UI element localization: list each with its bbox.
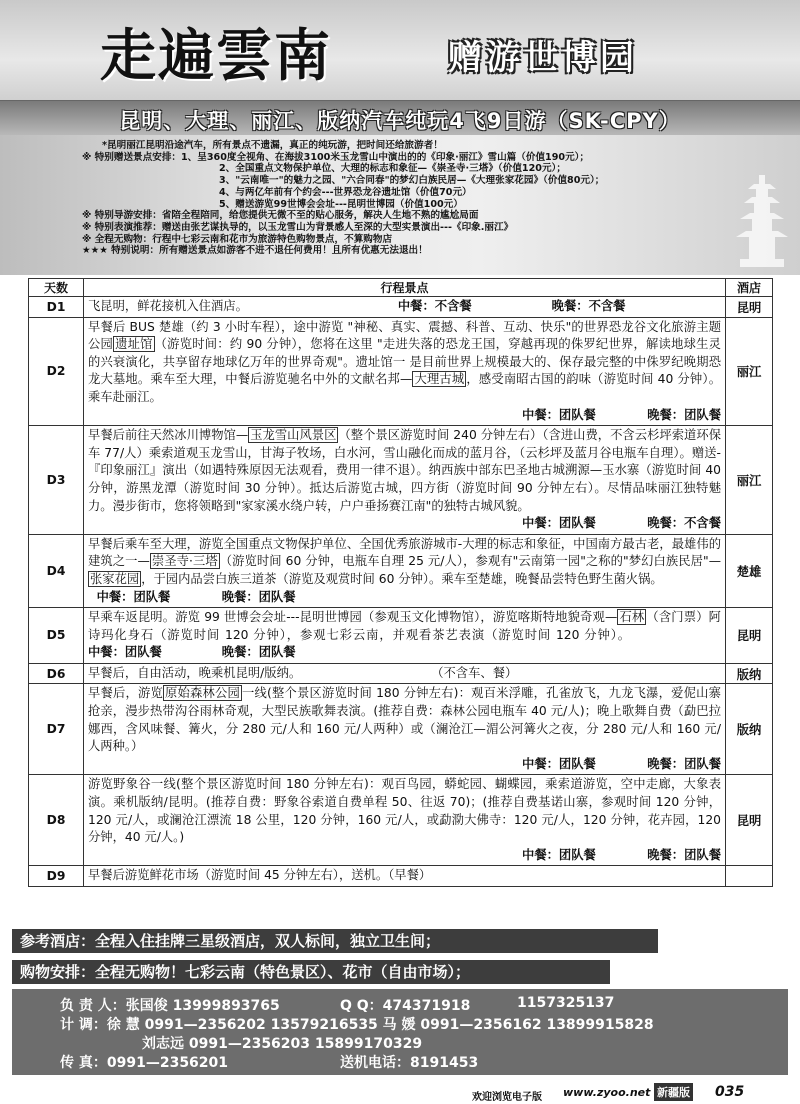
- info-panel: [0, 135, 800, 275]
- table-row: [29, 317, 773, 426]
- itinerary-text: ，感受南昭古国的韵味（游览时间 40 分钟）。乘车赴丽江。: [88, 372, 721, 404]
- lunch-label: 中餐：团队餐: [96, 589, 171, 604]
- spot-box: 崇圣寺·三塔: [151, 554, 218, 569]
- itinerary-cell: [84, 608, 726, 664]
- spot-box: 张家花园: [90, 571, 140, 586]
- table-header-row: [29, 279, 773, 297]
- page-number: 035: [715, 1084, 745, 1100]
- day-cell: D9: [29, 866, 84, 887]
- route-title: 昆明、大理、丽江、版纳汽车纯玩4飞9日游（SK-CPY）: [119, 109, 681, 133]
- dinner-label: 晚餐：团队餐: [647, 847, 721, 862]
- itinerary-cell: [84, 684, 726, 775]
- info-line: ※ 特别导游安排：省陪全程陪同，给您提供无微不至的贴心服务，解决人生地不熟的尴尬局面: [82, 210, 479, 222]
- itinerary-table: [28, 278, 773, 887]
- lunch-label: 中餐：团队餐: [522, 847, 596, 862]
- hotel-cell: 昆明: [726, 775, 773, 866]
- itinerary-text: 一线(整个景区游览时间 180 分钟左右)：观百米浮雕，孔雀放飞，九龙飞瀑，爱伲山寨抢亲，漫步热带沟谷雨林奇观，大型民族歌舞表演。(推荐自费：森林公园电瓶车 40 元/人)；晚上歌舞自费（勐巴拉娜西，含风味餐、篝火，分 280 元/人和 160 元/人两种）或（澜沧江—湄公河篝火之夜，分 280 元/人和 160 元/人两种。）: [88, 686, 721, 754]
- dinner-label: 晚餐：不含餐: [551, 299, 626, 313]
- info-line: 4、与两亿年前有个约会---世界恐龙谷遗址馆（价值70元）: [219, 186, 472, 198]
- spot-box: 遗址馆: [115, 337, 153, 352]
- itinerary-text: 早餐后，自由活动，晚乘机昆明/版纳。: [88, 665, 302, 680]
- info-line: ※ 特别赠送景点安排：1、呈360度全视角、在海拔3100米玉龙雪山中演出的的《印象·丽江》雪山篇（价值190元）；: [82, 151, 590, 163]
- day-cell: D8: [29, 775, 84, 866]
- itinerary-cell: [84, 775, 726, 866]
- dinner-label: 晚餐：团队餐: [647, 407, 721, 422]
- hotel-info-bar: 参考酒店：全程入住挂牌三星级酒店，双人标间，独立卫生间；: [12, 929, 658, 953]
- table-row: [29, 775, 773, 866]
- contact-coordinator: 计 调：徐 慧 0991—2356202 13579216535 马 媛 0991—2356162 13899915828: [60, 1017, 654, 1033]
- hotel-cell: [726, 866, 773, 887]
- itinerary-text: 早餐后乘车至大理，游览全国重点文物保护单位、全国优秀旅游城市-大理的标志和象征，中国南方最古老，最雄伟的建筑之一—: [88, 536, 721, 569]
- hotel-cell: 昆明: [726, 608, 773, 664]
- dinner-label: 晚餐：团队餐: [647, 756, 721, 771]
- itinerary-text: （整个景区游览时间 240 分钟左右）（含进山费，不含云杉坪索道环保车 77/人）乘索道观玉龙雪山，甘海子牧场，白水河，雪山融化而成的蓝月谷，（云杉坪及蓝月谷电瓶车自理）。赠送-『印象丽江』演出（如遇特殊原因无法观看，费用一律不退）。纳西族中部东巴圣地古城溯源—玉水寨（游览时间 40 分钟，游黑龙潭（游览时间 30 分钟）。抵达后游览古城，四方街（游览时间 90 分钟左右）。尽情品味丽江独特魅力。漫步街市，您将领略到"家家溪水绕户转，户户垂扬赛江南"的独特古城风貌。: [88, 428, 721, 513]
- itinerary-text: 游览野象谷一线(整个景区游览时间 180 分钟左右)：观百鸟园，蟒蛇园、蝴蝶园，乘索道游览，空中走廊，大象表演。乘机版纳/昆明。(推荐自费：野象谷索道自费单程 50、往返 70)；(推荐自费基诺山寨，参观时间 120 分钟，120 元/人，或澜沧江漂流 18 公里，120 分钟，160 元/人，或勐泐大佛寺：120 元/人，120 分钟，花卉园，120 分钟，40 元/人。): [88, 777, 721, 845]
- hotel-cell: 版纳: [726, 663, 773, 684]
- info-list: [82, 140, 742, 268]
- table-row: [29, 684, 773, 775]
- route-title-bar: [0, 101, 800, 135]
- lunch-label: 中餐：不含餐: [397, 299, 472, 313]
- day-cell: D7: [29, 684, 84, 775]
- footer: [0, 1080, 800, 1104]
- info-line: 2、全国重点文物保护单位、大理的标志和象征—《崇圣寺·三塔》（价值120元）；: [219, 163, 566, 175]
- table-row: [29, 663, 773, 684]
- note-label: （不含车、餐）: [431, 665, 518, 680]
- itinerary-text: 飞昆明，鲜花接机入住酒店。: [88, 299, 248, 313]
- itinerary-text: （游览时间 60 分钟，电瓶车自理 25 元/人），参观有"云南第一园"之称的"梦幻白族民居"—: [219, 554, 721, 569]
- info-line: ※ 特别表演推荐：赠送由张艺谋执导的，以玉龙雪山为背景感人至深的大型实景演出---《印象.丽江》: [82, 221, 514, 233]
- hotel-cell: 昆明: [726, 297, 773, 318]
- header-banner: [0, 0, 800, 102]
- info-line: ★★★ 特别说明：所有赠送景点如游客不进不退任何费用！且所有优惠无法退出！: [82, 245, 428, 257]
- itinerary-text: ，于园内品尝白族三道茶（游览及观赏时间 60 分钟）。乘车至楚雄，晚餐品尝特色野生菌火锅。: [141, 571, 663, 586]
- table-row: [29, 608, 773, 664]
- itinerary-cell: [84, 534, 726, 607]
- contact-manager: 负 责 人：张国俊 13999893765: [60, 998, 280, 1014]
- lunch-label: 中餐：团队餐: [522, 516, 596, 531]
- itinerary-cell: 早餐后游览鲜花市场（游览时间 45 分钟左右），送机。（早餐）: [84, 866, 726, 887]
- meals-line: [88, 515, 721, 533]
- info-line: 3、"云南唯一"的魅力之园、"六合同春"的梦幻白族民居—《大理张家花园》（价值80元）；: [219, 175, 605, 187]
- contact-qq: Q Q：474371918: [340, 998, 471, 1014]
- info-line: *昆明丽江昆明沿途汽车，所有景点不遗漏，真正的纯玩游，把时间还给旅游者！: [102, 140, 443, 151]
- itinerary-cell: [84, 297, 726, 318]
- contact-fax: 传 真：0991—2356201: [60, 1055, 229, 1071]
- lunch-label: 中餐：团队餐: [522, 756, 596, 771]
- itinerary-text: （游览时间：约 90 分钟），您将在这里 "走进失落的恐龙王国，穿越再现的侏罗纪世界，解读地球生灵的兴衰演化，共享留存地球亿万年的世界奇观"。遗址馆一 是目前世界上规模最大的、保存最完整的中侏罗纪晚期恐龙大墓地。乘车至大理，中餐后游览驰名中外的文献名邦—: [88, 337, 721, 387]
- itinerary-text: 早餐后，游览: [88, 686, 163, 701]
- itinerary-text: 早餐后前往天然冰川博物馆—: [88, 428, 249, 443]
- meals-line: [88, 756, 721, 774]
- brand-title: 走遍雲南: [100, 23, 332, 89]
- spot-box: 原始森林公园: [165, 686, 240, 701]
- hotel-cell: 丽江: [726, 426, 773, 535]
- meals-line: [88, 407, 721, 425]
- itinerary-cell: [84, 663, 726, 684]
- lunch-label: 中餐：团队餐: [522, 407, 596, 422]
- footer-welcome: 欢迎浏览电子版: [472, 1092, 542, 1103]
- itinerary-cell: [84, 426, 726, 535]
- contact-coordinator-2: 刘志远 0991—2356203 15899170329: [142, 1036, 423, 1052]
- info-line: ※ 全程无购物：行程中七彩云南和花市为旅游特色购物景点，不算购物店: [82, 233, 393, 245]
- hotel-cell: 丽江: [726, 317, 773, 426]
- itinerary-text: 早餐后 BUS 楚雄（约 3 小时车程），途中游览 "神秘、真实、震撼、科普、互动、快乐"的世界恐龙谷文化旅游主题公园: [88, 319, 721, 352]
- header-hotel: 酒店: [726, 279, 773, 297]
- table-row: [29, 426, 773, 535]
- table-row: [29, 534, 773, 607]
- dinner-label: 晚餐：不含餐: [647, 516, 721, 531]
- dinner-label: 晚餐：团队餐: [221, 645, 296, 660]
- header-itinerary: 行程景点: [84, 279, 726, 297]
- contact-airport-phone: 送机电话：8191453: [340, 1055, 479, 1071]
- table-row: [29, 866, 773, 887]
- meals-line: [88, 589, 721, 607]
- day-cell: D1: [29, 297, 84, 318]
- footer-site-link[interactable]: www.zyoo.net: [563, 1086, 651, 1099]
- table-row: [29, 297, 773, 318]
- day-cell: D5: [29, 608, 84, 664]
- pagoda-icon: [734, 175, 790, 267]
- day-cell: D2: [29, 317, 84, 426]
- gift-title: 赠游世博园: [448, 38, 638, 78]
- meals-line: [88, 847, 721, 865]
- spot-box: 大理古城: [414, 372, 465, 387]
- spot-box: 玉龙雪山风景区: [250, 428, 337, 443]
- spot-box: 石林: [619, 610, 645, 625]
- itinerary-text: （含门票）阿诗玛化身石（游览时间 120 分钟），参观七彩云南，并观看茶艺表演（游览时间 120 分钟）。: [88, 610, 721, 642]
- contact-qq-2: 1157325137: [517, 995, 615, 1011]
- cloud-swirl-icon: [265, 20, 266, 21]
- contact-box: [12, 989, 788, 1075]
- footer-edition-badge: 新疆版: [654, 1083, 693, 1101]
- info-line: 5、赠送游览99世博会会址---昆明世博园（价值100元）: [219, 198, 463, 210]
- itinerary-text: 早乘车返昆明。游览 99 世博会会址---昆明世博园（参观玉文化博物馆），游览喀斯特地貌奇观—: [88, 610, 618, 625]
- day-cell: D3: [29, 426, 84, 535]
- day-cell: D4: [29, 534, 84, 607]
- header-day: 天数: [29, 279, 84, 297]
- lunch-label: 中餐：团队餐: [88, 645, 162, 660]
- dinner-label: 晚餐：团队餐: [221, 589, 296, 604]
- hotel-cell: 楚雄: [726, 534, 773, 607]
- itinerary-cell: [84, 317, 726, 426]
- shopping-info-bar: 购物安排：全程无购物！七彩云南（特色景区）、花市（自由市场）；: [12, 960, 610, 984]
- hotel-cell: 版纳: [726, 684, 773, 775]
- day-cell: D6: [29, 663, 84, 684]
